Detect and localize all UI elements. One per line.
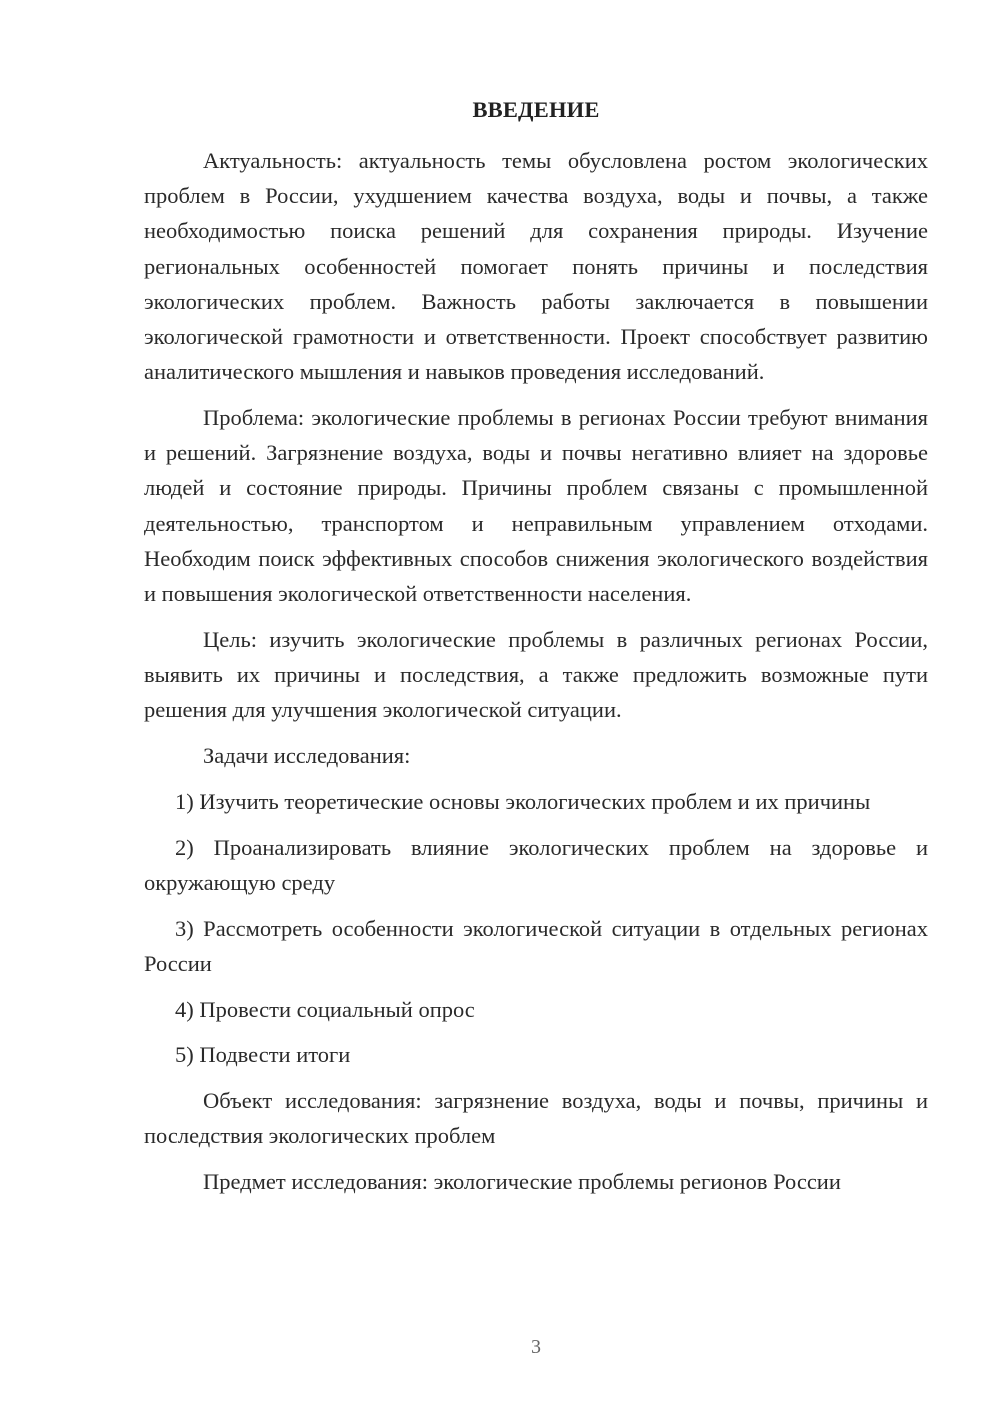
tasks-heading: Задачи исследования: — [203, 743, 411, 769]
page-title: ВВЕДЕНИЕ — [472, 97, 600, 122]
task-item-2: 2) Проанализировать влияние экологических проблем на здоровье и окружающую среду — [144, 834, 928, 895]
task-item-5: 5) Подвести итоги — [175, 1042, 351, 1068]
research-object-paragraph: Объект исследования: загрязнение воздуха, воды и почвы, причины и последствия экологических проблем — [144, 1088, 928, 1149]
relevance-paragraph: Актуальность: актуальность темы обусловлена ростом экологических проблем в России, ухудшением качества воздуха, воды и почвы, а также необходимостью поиска решений для сохранения природы. Изучение региональных особенностей помогает понять причины и последствия экологических проблем. Важность работы заключается в повышении экологической грамотности и ответственности. Проект способствует развитию аналитического мышления и навыков проведения исследований. — [144, 148, 928, 385]
goal-paragraph: Цель: изучить экологические проблемы в различных регионах России, выявить их причины и последствия, а также предложить возможные пути решения для улучшения экологической ситуации. — [144, 626, 928, 723]
task-item-3: 3) Рассмотреть особенности экологической ситуации в отдельных регионах России — [144, 915, 928, 976]
task-item-4: 4) Провести социальный опрос — [175, 996, 475, 1022]
document-body — [144, 143, 928, 1210]
page-number: 3 — [531, 1336, 541, 1358]
research-subject-paragraph: Предмет исследования: экологические проблемы регионов России — [203, 1169, 841, 1195]
task-item-1: 1) Изучить теоретические основы экологических проблем и их причины — [175, 788, 871, 814]
problem-paragraph: Проблема: экологические проблемы в регионах России требуют внимания и решений. Загрязнение воздуха, воды и почвы негативно влияет на здоровье людей и состояние природы. Причины проблем связаны с промышленной деятельностью, транспортом и неправильным управлением отходами. Необходим поиск эффективных способов снижения экологического воздействия и повышения экологической ответственности населения. — [144, 405, 928, 607]
